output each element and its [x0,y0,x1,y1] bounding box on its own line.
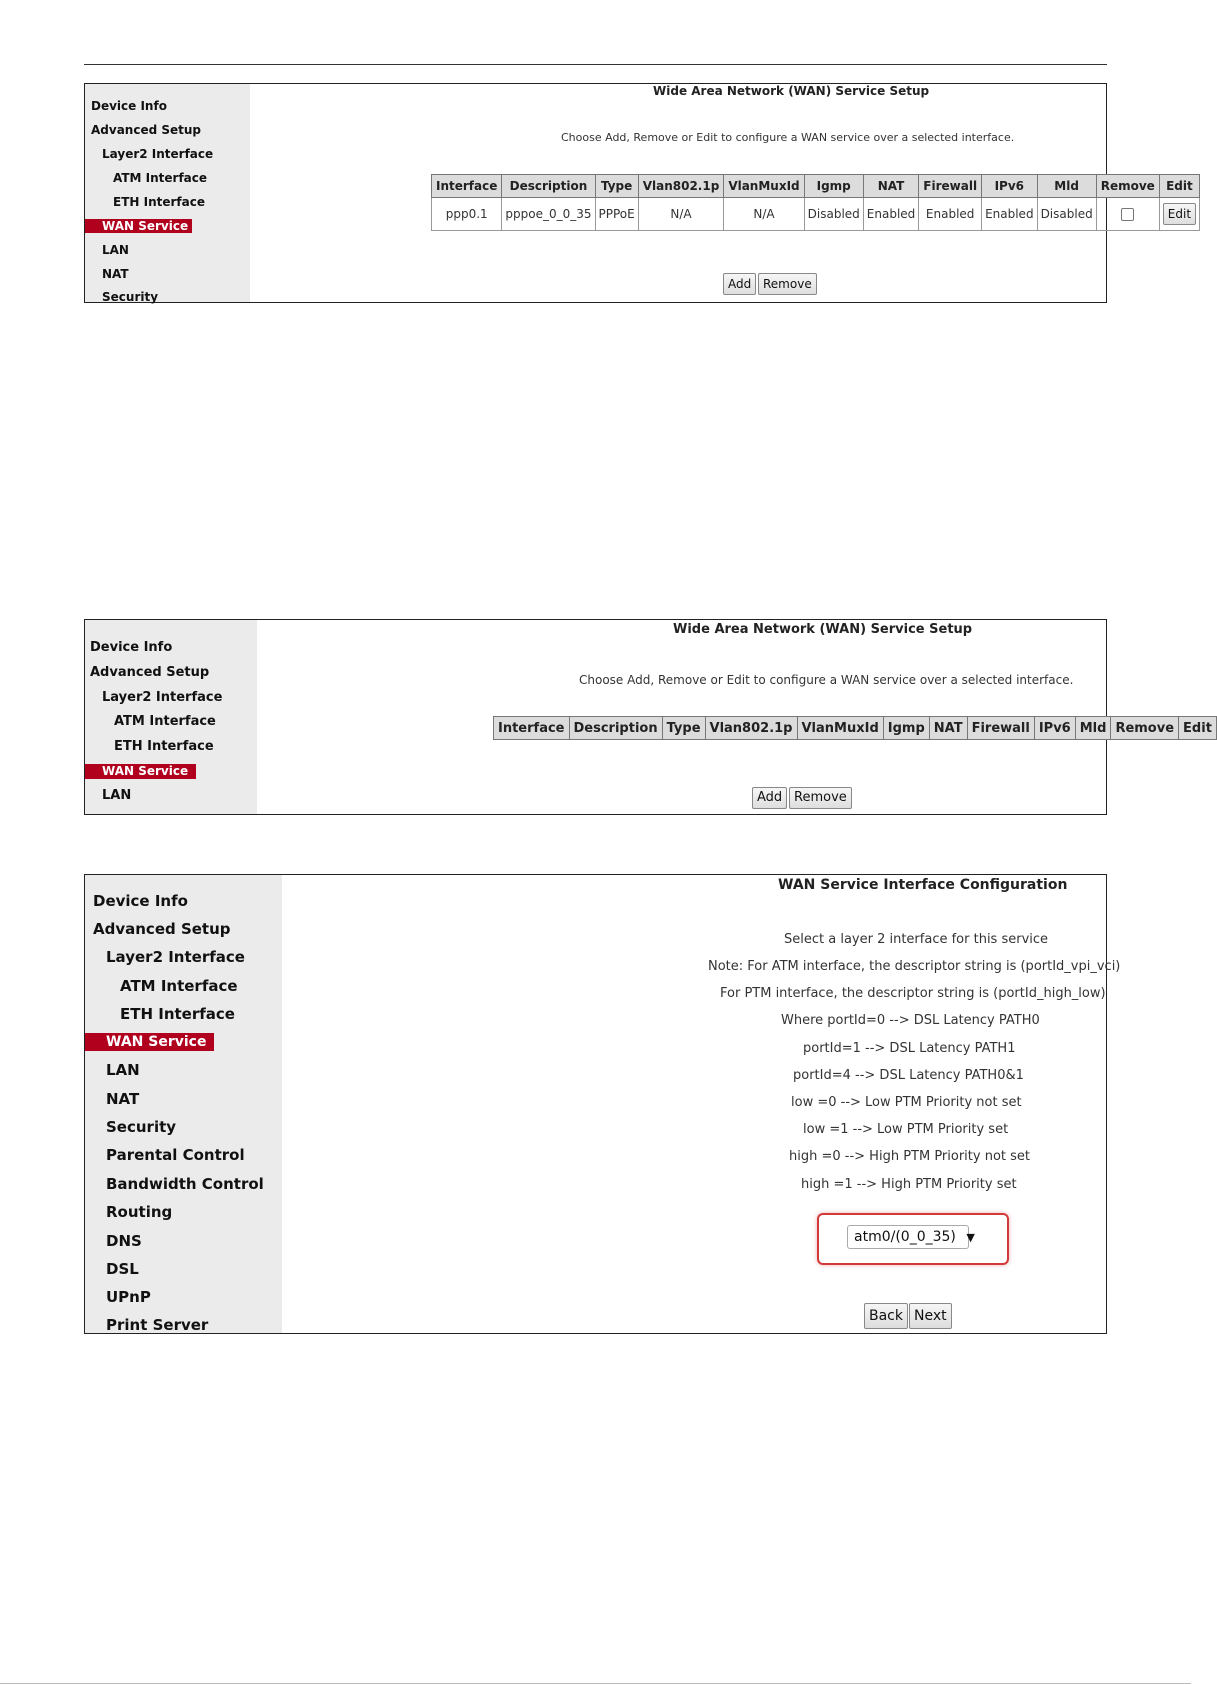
sidebar-item-atm-interface[interactable]: ATM Interface [114,714,216,729]
sidebar-item-eth-interface[interactable]: ETH Interface [120,1005,235,1023]
help-line-3: For PTM interface, the descriptor string is (portId_high_low) [720,986,1106,1001]
cell-nat: Enabled [863,198,919,231]
select-value: atm0/(0_0_35) [854,1229,956,1245]
sidebar-item-bandwidth-control[interactable]: Bandwidth Control [106,1175,264,1193]
sidebar-item-lan[interactable]: LAN [102,788,132,803]
sidebar-item-print-server[interactable]: Print Server [106,1316,209,1334]
col-nat: NAT [929,717,967,740]
col-vlan8021p: Vlan802.1p [638,175,724,198]
page-subtitle: Choose Add, Remove or Edit to configure a WAN service over a selected interface. [579,673,1074,687]
col-ipv6: IPv6 [1034,717,1075,740]
sidebar-item-layer2-interface[interactable]: Layer2 Interface [106,948,245,966]
sidebar-item-wan-service[interactable]: WAN Service [85,764,196,779]
help-line-10: high =1 --> High PTM Priority set [801,1177,1017,1192]
col-vlan8021p: Vlan802.1p [705,717,797,740]
table-header-row [432,175,1200,198]
col-remove: Remove [1096,175,1159,198]
cell-type: PPPoE [595,198,638,231]
help-line-5: portId=1 --> DSL Latency PATH1 [803,1041,1016,1056]
back-button[interactable]: Back [864,1303,908,1329]
sidebar-item-wan-service[interactable]: WAN Service [85,219,192,233]
help-line-7: low =0 --> Low PTM Priority not set [791,1095,1022,1110]
screenshot-wan-setup-empty [84,619,1212,815]
col-mld: Mld [1037,175,1096,198]
help-line-9: high =0 --> High PTM Priority not set [789,1149,1031,1164]
main-content [257,620,1212,814]
col-remove: Remove [1111,717,1179,740]
remove-button[interactable]: Remove [758,273,817,295]
help-line-2: Note: For ATM interface, the descriptor string is (portId_vpi_vci) [708,959,1121,974]
sidebar-item-lan[interactable]: LAN [102,243,129,257]
col-edit: Edit [1159,175,1199,198]
edit-button[interactable]: Edit [1163,203,1196,225]
help-line-1: Select a layer 2 interface for this service [784,932,1049,947]
col-mld: Mld [1075,717,1111,740]
sidebar-item-security[interactable]: Security [106,1118,177,1136]
sidebar-item-wan-service[interactable]: WAN Service [85,1033,214,1051]
help-line-8: low =1 --> Low PTM Priority set [803,1122,1009,1137]
col-description: Description [569,717,662,740]
col-ipv6: IPv6 [982,175,1038,198]
sidebar-item-eth-interface[interactable]: ETH Interface [113,195,205,209]
sidebar-item-lan[interactable]: LAN [106,1061,140,1079]
cell-vlan8021p: N/A [638,198,724,231]
main-content [282,875,1121,1333]
sidebar-item-device-info[interactable]: Device Info [93,892,188,910]
page-footer-rule [0,1683,1191,1684]
col-interface: Interface [494,717,570,740]
sidebar-item-dns[interactable]: DNS [106,1232,142,1250]
cell-edit [1159,198,1199,231]
sidebar-nav [85,875,282,1333]
col-igmp: Igmp [804,175,863,198]
sidebar-item-device-info[interactable]: Device Info [91,99,167,113]
sidebar-item-nat[interactable]: NAT [102,267,129,281]
sidebar-item-advanced-setup[interactable]: Advanced Setup [91,123,202,137]
col-type: Type [595,175,638,198]
main-content [250,84,1193,302]
col-vlanmuxid: VlanMuxId [797,717,883,740]
col-interface: Interface [432,175,502,198]
add-button[interactable]: Add [752,787,787,809]
sidebar-item-nat[interactable]: NAT [106,1090,140,1108]
cell-ipv6: Enabled [982,198,1038,231]
sidebar-item-atm-interface[interactable]: ATM Interface [113,171,208,185]
chevron-down-icon: ▼ [966,1231,975,1244]
page-title: Wide Area Network (WAN) Service Setup [653,84,930,98]
layer2-interface-select[interactable] [847,1225,975,1249]
cell-vlanmuxid: N/A [724,198,804,231]
sidebar-item-atm-interface[interactable]: ATM Interface [120,977,238,995]
sidebar-item-security[interactable]: Security [102,290,159,304]
sidebar-item-advanced-setup[interactable]: Advanced Setup [93,920,231,938]
remove-button[interactable]: Remove [789,787,852,809]
col-vlanmuxid: VlanMuxId [724,175,804,198]
screenshot-wan-setup-with-entry [84,83,1193,304]
wan-service-table [493,716,1217,740]
sidebar-item-routing[interactable]: Routing [106,1203,173,1221]
cell-remove [1096,198,1159,231]
page-title: Wide Area Network (WAN) Service Setup [673,622,973,637]
next-button[interactable]: Next [909,1303,952,1329]
sidebar-item-layer2-interface[interactable]: Layer2 Interface [102,147,214,161]
help-line-4: Where portId=0 --> DSL Latency PATH0 [781,1013,1040,1028]
screenshot-wan-interface-config [84,874,1121,1334]
add-button[interactable]: Add [723,273,756,295]
page-header-rule [84,64,1107,65]
cell-interface: ppp0.1 [432,198,502,231]
page-title: WAN Service Interface Configuration [778,877,1068,893]
col-description: Description [502,175,595,198]
sidebar-item-eth-interface[interactable]: ETH Interface [114,739,214,754]
wan-service-table [431,174,1200,231]
remove-checkbox[interactable] [1121,208,1134,221]
sidebar-item-parental-control[interactable]: Parental Control [106,1146,245,1164]
help-line-6: portId=4 --> DSL Latency PATH0&1 [793,1068,1024,1083]
sidebar-item-upnp[interactable]: UPnP [106,1288,151,1306]
cell-igmp: Disabled [804,198,863,231]
col-type: Type [662,717,705,740]
col-edit: Edit [1179,717,1217,740]
sidebar-nav [85,620,257,814]
cell-mld: Disabled [1037,198,1096,231]
cell-firewall: Enabled [919,198,982,231]
col-igmp: Igmp [883,717,929,740]
cell-description: pppoe_0_0_35 [502,198,595,231]
sidebar-item-dsl[interactable]: DSL [106,1260,139,1278]
col-firewall: Firewall [919,175,982,198]
table-header-row [494,717,1217,740]
sidebar-item-advanced-setup[interactable]: Advanced Setup [90,665,210,680]
sidebar-item-layer2-interface[interactable]: Layer2 Interface [102,690,223,705]
table-row [432,198,1200,231]
col-nat: NAT [863,175,919,198]
col-firewall: Firewall [967,717,1034,740]
sidebar-nav [85,84,250,302]
sidebar-item-device-info[interactable]: Device Info [90,640,173,655]
page-subtitle: Choose Add, Remove or Edit to configure a WAN service over a selected interface. [561,131,1015,144]
